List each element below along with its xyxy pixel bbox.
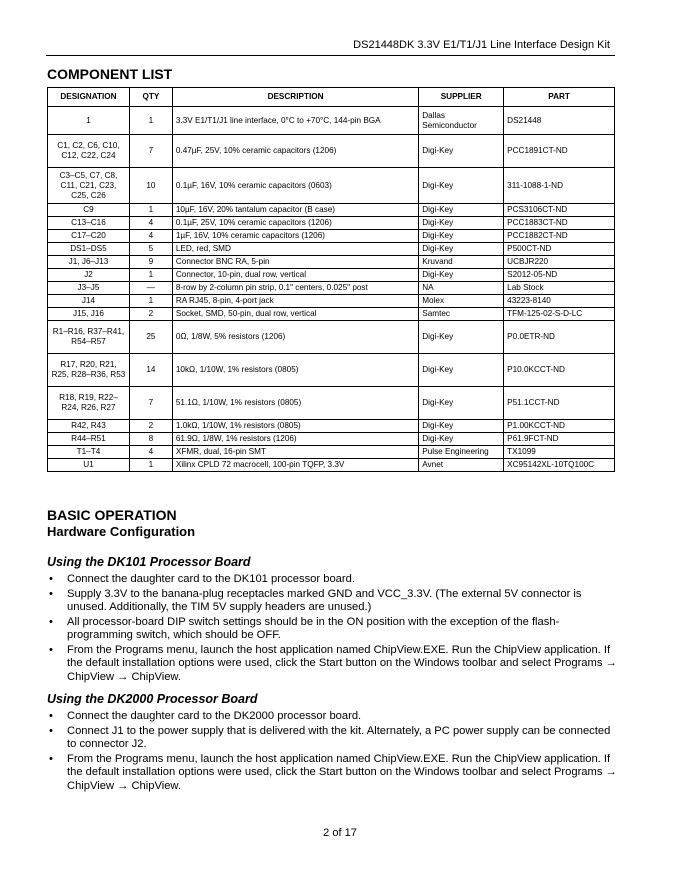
designation-cell: J3–J5 (48, 282, 130, 295)
dk101-bullet-list (47, 573, 622, 685)
list-item (47, 710, 622, 724)
designation-cell: J2 (48, 269, 130, 282)
table-row (48, 269, 615, 282)
description-cell: 10µF, 16V, 20% tantalum capacitor (B case) (172, 204, 418, 217)
supplier-cell: Digi-Key (419, 321, 504, 354)
description-cell: Connector, 10-pin, dual row, vertical (172, 269, 418, 282)
list-item (47, 753, 622, 794)
dk2000-bullet-list (47, 710, 622, 794)
part-cell: P51.1CCT-ND (504, 387, 615, 420)
designation-cell: DS1–DS5 (48, 243, 130, 256)
supplier-cell: NA (419, 282, 504, 295)
list-item-text: Connect J1 to the power supply that is delivered with the kit. Alternately, a PC power supply can be connected to connector J2. (67, 724, 611, 750)
designation-cell: C13–C16 (48, 217, 130, 230)
qty-cell: 4 (129, 217, 172, 230)
description-cell: 1µF, 16V, 10% ceramic capacitors (1206) (172, 230, 418, 243)
table-row (48, 168, 615, 204)
table-row (48, 308, 615, 321)
designation-cell: C1, C2, C6, C10, C12, C22, C24 (48, 135, 130, 168)
bullet-icon: • (49, 710, 53, 722)
part-cell: 311-1088-1-ND (504, 168, 615, 204)
supplier-cell: Kruvand (419, 256, 504, 269)
supplier-cell: Digi-Key (419, 135, 504, 168)
list-item-text: From the Programs menu, launch the host application named ChipView.EXE. Run the ChipView application. If the default installation options were used, click the Start button on the Windows toolbar and select Programs → ChipView → ChipView. (67, 643, 617, 683)
description-cell: 61.9Ω, 1/8W, 1% resistors (1206) (172, 433, 418, 446)
supplier-cell: Molex (419, 295, 504, 308)
supplier-cell: Digi-Key (419, 230, 504, 243)
designation-cell: J15, J16 (48, 308, 130, 321)
list-item-text: Connect the daughter card to the DK2000 processor board. (67, 710, 362, 722)
qty-cell: — (129, 282, 172, 295)
designation-cell: J1, J6–J13 (48, 256, 130, 269)
bullet-icon: • (49, 587, 53, 600)
qty-cell: 25 (129, 321, 172, 354)
description-cell: Connector BNC RA, 5-pin (172, 256, 418, 269)
qty-cell: 4 (129, 230, 172, 243)
component-table (47, 87, 615, 472)
supplier-cell: Digi-Key (419, 420, 504, 433)
description-cell: 8-row by 2-column pin strip, 0.1" centers, 0.025" post (172, 282, 418, 295)
list-item-text: Connect the daughter card to the DK101 processor board. (67, 573, 355, 585)
description-cell: Xilinx CPLD 72 macrocell, 100-pin TQFP, 3.3V (172, 459, 418, 472)
list-item (47, 616, 622, 643)
designation-cell: C17–C20 (48, 230, 130, 243)
part-cell: 43223-8140 (504, 295, 615, 308)
column-header-description: DESCRIPTION (172, 88, 418, 107)
qty-cell: 1 (129, 459, 172, 472)
list-item (47, 588, 622, 615)
supplier-cell: Digi-Key (419, 217, 504, 230)
qty-cell: 2 (129, 420, 172, 433)
description-cell: LED, red, SMD (172, 243, 418, 256)
supplier-cell: Avnet (419, 459, 504, 472)
component-table-body (48, 107, 615, 472)
designation-cell: J14 (48, 295, 130, 308)
description-cell: 10kΩ, 1/10W, 1% resistors (0805) (172, 354, 418, 387)
qty-cell: 1 (129, 295, 172, 308)
qty-cell: 10 (129, 168, 172, 204)
page-number: 2 of 17 (323, 827, 357, 839)
qty-cell: 4 (129, 446, 172, 459)
supplier-cell: Digi-Key (419, 204, 504, 217)
qty-cell: 7 (129, 135, 172, 168)
supplier-cell: Samtec (419, 308, 504, 321)
part-cell: PCC1891CT-ND (504, 135, 615, 168)
table-row (48, 321, 615, 354)
description-cell: 51.1Ω, 1/10W, 1% resistors (0805) (172, 387, 418, 420)
hardware-configuration-subtitle: Hardware Configuration (47, 524, 196, 539)
supplier-cell: Digi-Key (419, 269, 504, 282)
table-row (48, 230, 615, 243)
basic-operation-title: BASIC OPERATION (47, 507, 177, 523)
designation-cell: R17, R20, R21, R25, R28–R36, R53 (48, 354, 130, 387)
designation-cell: T1–T4 (48, 446, 130, 459)
supplier-cell: Digi-Key (419, 243, 504, 256)
table-row (48, 459, 615, 472)
component-list-title: COMPONENT LIST (47, 66, 173, 82)
column-header-supplier: SUPPLIER (419, 88, 504, 107)
table-row (48, 204, 615, 217)
dk101-heading: Using the DK101 Processor Board (47, 555, 251, 569)
table-row (48, 433, 615, 446)
supplier-cell: Pulse Engineering (419, 446, 504, 459)
list-item (47, 644, 622, 685)
supplier-cell: Digi-Key (419, 168, 504, 204)
table-row (48, 387, 615, 420)
bullet-icon: • (49, 573, 53, 585)
qty-cell: 9 (129, 256, 172, 269)
list-item (47, 725, 622, 752)
designation-cell: R42, R43 (48, 420, 130, 433)
qty-cell: 7 (129, 387, 172, 420)
qty-cell: 8 (129, 433, 172, 446)
bullet-icon: • (49, 724, 53, 737)
designation-cell: C9 (48, 204, 130, 217)
description-cell: 0Ω, 1/8W, 5% resistors (1206) (172, 321, 418, 354)
header-divider (46, 55, 615, 56)
list-item-text: From the Programs menu, launch the host application named ChipView.EXE. Run the ChipView application. If the default installation options were used, click the Start button on the Windows toolbar and select Programs → ChipView → ChipView. (67, 752, 617, 792)
table-row (48, 295, 615, 308)
designation-cell: R18, R19, R22–R24, R26, R27 (48, 387, 130, 420)
table-row (48, 420, 615, 433)
supplier-cell: Digi-Key (419, 354, 504, 387)
designation-cell: U1 (48, 459, 130, 472)
list-item-text: Supply 3.3V to the banana-plug receptacles marked GND and VCC_3.3V. (The external 5V connector is unused. Additionally, the TIM 5V supply headers are unused.) (67, 587, 582, 613)
part-cell: PCC1882CT-ND (504, 230, 615, 243)
part-cell: P500CT-ND (504, 243, 615, 256)
table-row (48, 135, 615, 168)
part-cell: XC95142XL-10TQ100C (504, 459, 615, 472)
list-item-text: All processor-board DIP switch settings should be in the ON position with the exception of the flash-programming switch, which should be OFF. (67, 615, 560, 641)
part-cell: P61.9FCT-ND (504, 433, 615, 446)
part-cell: PCS3106CT-ND (504, 204, 615, 217)
table-row (48, 354, 615, 387)
qty-cell: 1 (129, 204, 172, 217)
description-cell: XFMR, dual, 16-pin SMT (172, 446, 418, 459)
bullet-icon: • (49, 752, 53, 765)
qty-cell: 5 (129, 243, 172, 256)
part-cell: DS21448 (504, 107, 615, 135)
bullet-icon: • (49, 615, 53, 628)
part-cell: Lab Stock (504, 282, 615, 295)
designation-cell: C3–C5, C7, C8, C11, C21, C23, C25, C26 (48, 168, 130, 204)
column-header-part: PART (504, 88, 615, 107)
part-cell: TX1099 (504, 446, 615, 459)
part-cell: UCBJR220 (504, 256, 615, 269)
table-row (48, 282, 615, 295)
table-row (48, 107, 615, 135)
part-cell: P10.0KCCT-ND (504, 354, 615, 387)
table-row (48, 217, 615, 230)
part-cell: P1.00KCCT-ND (504, 420, 615, 433)
supplier-cell: Dallas Semiconductor (419, 107, 504, 135)
designation-cell: R1–R16, R37–R41, R54–R57 (48, 321, 130, 354)
description-cell: 0.47µF, 25V, 10% ceramic capacitors (1206) (172, 135, 418, 168)
description-cell: RA RJ45, 8-pin, 4-port jack (172, 295, 418, 308)
qty-cell: 2 (129, 308, 172, 321)
table-header-row (48, 88, 615, 107)
designation-cell: R44–R51 (48, 433, 130, 446)
dk2000-heading: Using the DK2000 Processor Board (47, 692, 258, 706)
table-row (48, 243, 615, 256)
description-cell: 0.1µF, 25V, 10% ceramic capacitors (1206) (172, 217, 418, 230)
part-cell: PCC1883CT-ND (504, 217, 615, 230)
description-cell: 3.3V E1/T1/J1 line interface, 0°C to +70°C, 144-pin BGA (172, 107, 418, 135)
supplier-cell: Digi-Key (419, 433, 504, 446)
table-row (48, 256, 615, 269)
description-cell: Socket, SMD, 50-pin, dual row, vertical (172, 308, 418, 321)
column-header-qty: QTY (129, 88, 172, 107)
bullet-icon: • (49, 643, 53, 656)
part-cell: S2012-05-ND (504, 269, 615, 282)
document-header-title: DS21448DK 3.3V E1/T1/J1 Line Interface Design Kit (353, 39, 610, 51)
part-cell: P0.0ETR-ND (504, 321, 615, 354)
description-cell: 1.0kΩ, 1/10W, 1% resistors (0805) (172, 420, 418, 433)
designation-cell: 1 (48, 107, 130, 135)
description-cell: 0.1µF, 16V, 10% ceramic capacitors (0603) (172, 168, 418, 204)
column-header-designation: DESIGNATION (48, 88, 130, 107)
table-row (48, 446, 615, 459)
qty-cell: 14 (129, 354, 172, 387)
part-cell: TFM-125-02-S-D-LC (504, 308, 615, 321)
qty-cell: 1 (129, 269, 172, 282)
supplier-cell: Digi-Key (419, 387, 504, 420)
qty-cell: 1 (129, 107, 172, 135)
list-item (47, 573, 622, 587)
